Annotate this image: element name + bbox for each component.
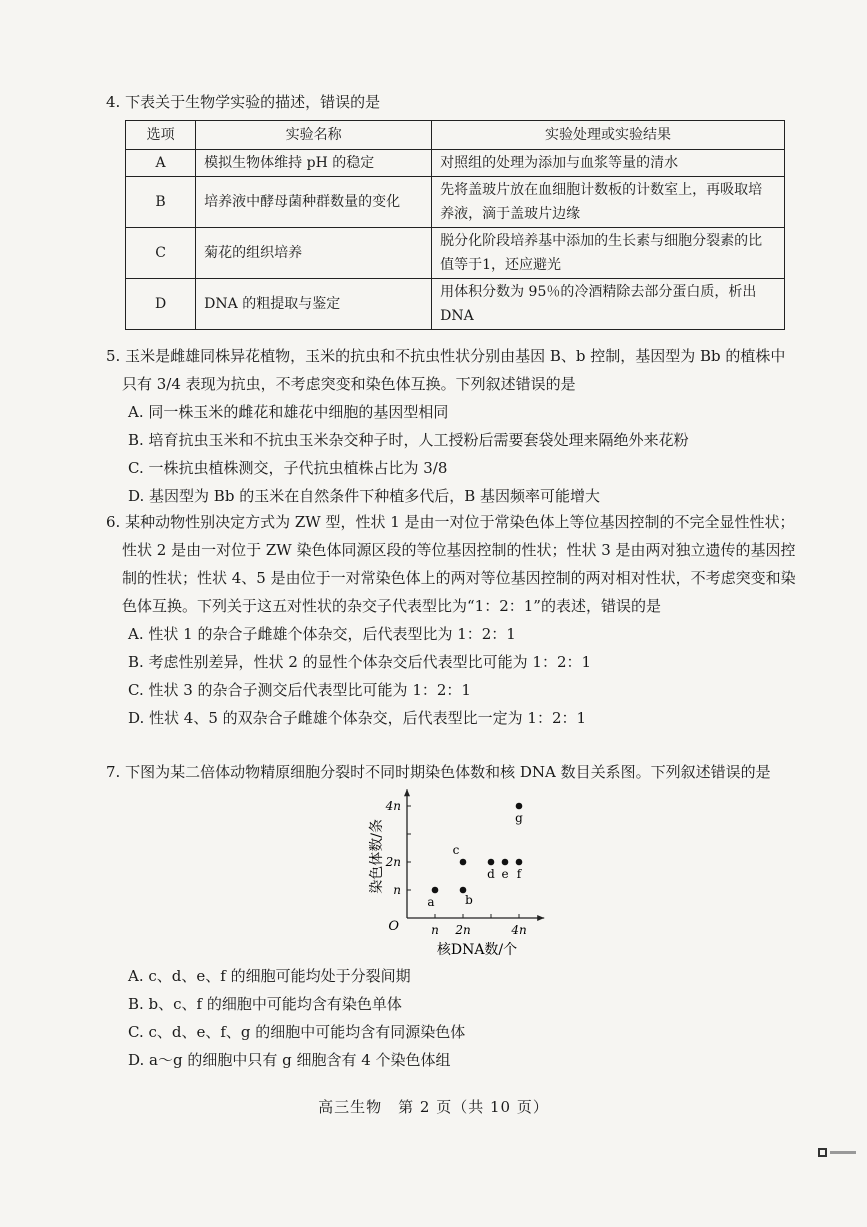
- table-cell-name: 模拟生物体维持 pH 的稳定: [196, 150, 432, 177]
- x-tick-label: n: [431, 923, 439, 937]
- table-header-name: 实验名称: [196, 121, 432, 150]
- question-6-option-b: B. 考虑性别差异，性状 2 的显性个体杂交后代表型比可能为 1：2：1: [128, 653, 592, 671]
- table-header-row: [126, 121, 785, 150]
- table-row: [126, 279, 785, 330]
- data-label-c: c: [452, 843, 460, 857]
- data-label-a: a: [427, 895, 435, 909]
- data-point-c: [460, 859, 467, 866]
- origin-label: O: [388, 919, 399, 934]
- page-footer: 高三生物 第 2 页（共 10 页）: [318, 1098, 549, 1116]
- qr-code-icon: [818, 1148, 858, 1158]
- question-7-option-a: A. c、d、e、f 的细胞可能均处于分裂间期: [128, 967, 411, 985]
- question-7-options: [106, 962, 796, 1074]
- table-row: [126, 150, 785, 177]
- question-7-stem: 7. 下图为某二倍体动物精原细胞分裂时不同时期染色体数和核 DNA 数目关系图。下列叙述错误的是: [106, 763, 771, 781]
- table-cell-result: 用体积分数为 95％的冷酒精除去部分蛋白质，析出DNA: [432, 279, 785, 330]
- table-cell-name: 菊花的组织培养: [196, 228, 432, 279]
- y-tick-label: 2n: [385, 855, 401, 869]
- data-label-e: e: [501, 867, 509, 881]
- x-axis-title: 核DNA数/个: [436, 942, 518, 958]
- table-cell-option: A: [126, 150, 196, 177]
- y-tick-label: 4n: [385, 799, 401, 813]
- question-7: [106, 758, 796, 786]
- data-label-g: g: [515, 811, 523, 825]
- question-6-stem: 6. 某种动物性别决定方式为 ZW 型，性状 1 是由一对位于常染色体上等位基因控制的不完全显性性状；性状 2 是由一对位于 ZW 染色体同源区段的等位基因控制的性状；性状 3 是由两对独立遗传的基因控制的性状；性状 4、5 是由位于一对常染色体上的两对等位基因控制的两对相对性状，不考虑突变和染色体互换。下列关于这五对性状的杂交子代表型比为“1：2：1”的表述，错误的是: [106, 513, 796, 615]
- y-axis-arrow: [404, 789, 410, 796]
- y-axis-title: 染色体数/条: [369, 819, 385, 894]
- table-cell-option: D: [126, 279, 196, 330]
- x-tick-label: 2n: [455, 923, 471, 937]
- data-point-g: [516, 803, 523, 810]
- table-cell-name: 培养液中酵母菌种群数量的变化: [196, 177, 432, 228]
- y-tick-label: n: [393, 883, 401, 897]
- table-header-result: 实验处理或实验结果: [432, 121, 785, 150]
- experiment-table: [125, 120, 785, 330]
- data-label-f: f: [516, 867, 522, 881]
- x-axis-arrow: [537, 915, 544, 921]
- question-7-option-c: C. c、d、e、f、g 的细胞中可能均含有同源染色体: [128, 1023, 466, 1041]
- table-header-option: 选项: [126, 121, 196, 150]
- data-label-b: b: [465, 893, 473, 907]
- question-5-option-a: A. 同一株玉米的雌花和雄花中细胞的基因型相同: [128, 403, 449, 421]
- question-5-option-c: C. 一株抗虫植株测交，子代抗虫植株占比为 3/8: [128, 459, 448, 477]
- question-4: [106, 88, 796, 116]
- table-cell-name: DNA 的粗提取与鉴定: [196, 279, 432, 330]
- table-cell-result: 对照组的处理为添加与血浆等量的清水: [432, 150, 785, 177]
- data-point-e: [502, 859, 509, 866]
- data-point-a: [432, 887, 439, 894]
- x-tick-label: 4n: [511, 923, 527, 937]
- question-7-option-b: B. b、c、f 的细胞中可能均含有染色单体: [128, 995, 402, 1013]
- question-6-option-c: C. 性状 3 的杂合子测交后代表型比可能为 1：2：1: [128, 681, 471, 699]
- question-5-stem: 5. 玉米是雌雄同株异花植物，玉米的抗虫和不抗虫性状分别由基因 B、b 控制，基因型为 Bb 的植株中只有 3/4 表现为抗虫，不考虑突变和染色体互换。下列叙述错误的是: [106, 347, 786, 393]
- table-cell-result: 脱分化阶段培养基中添加的生长素与细胞分裂素的比值等于1，还应避光: [432, 228, 785, 279]
- table-row: [126, 177, 785, 228]
- data-point-f: [516, 859, 523, 866]
- question-6-option-a: A. 性状 1 的杂合子雌雄个体杂交，后代表型比为 1：2：1: [128, 625, 516, 643]
- question-5-option-d: D. 基因型为 Bb 的玉米在自然条件下种植多代后，B 基因频率可能增大: [128, 487, 600, 505]
- question-5: [106, 342, 796, 510]
- question-4-stem: 4. 下表关于生物学实验的描述，错误的是: [106, 93, 381, 111]
- chromosome-dna-chart: [355, 799, 565, 958]
- data-point-d: [488, 859, 495, 866]
- question-7-option-d: D. a～g 的细胞中只有 g 细胞含有 4 个染色体组: [128, 1051, 451, 1069]
- question-6: [106, 508, 796, 732]
- data-label-d: d: [487, 867, 495, 881]
- table-cell-option: B: [126, 177, 196, 228]
- table-cell-result: 先将盖玻片放在血细胞计数板的计数室上，再吸取培养液，滴于盖玻片边缘: [432, 177, 785, 228]
- question-6-option-d: D. 性状 4、5 的双杂合子雌雄个体杂交，后代表型比一定为 1：2：1: [128, 709, 587, 727]
- table-cell-option: C: [126, 228, 196, 279]
- table-row: [126, 228, 785, 279]
- question-5-option-b: B. 培育抗虫玉米和不抗虫玉米杂交种子时，人工授粉后需要套袋处理来隔绝外来花粉: [128, 431, 689, 449]
